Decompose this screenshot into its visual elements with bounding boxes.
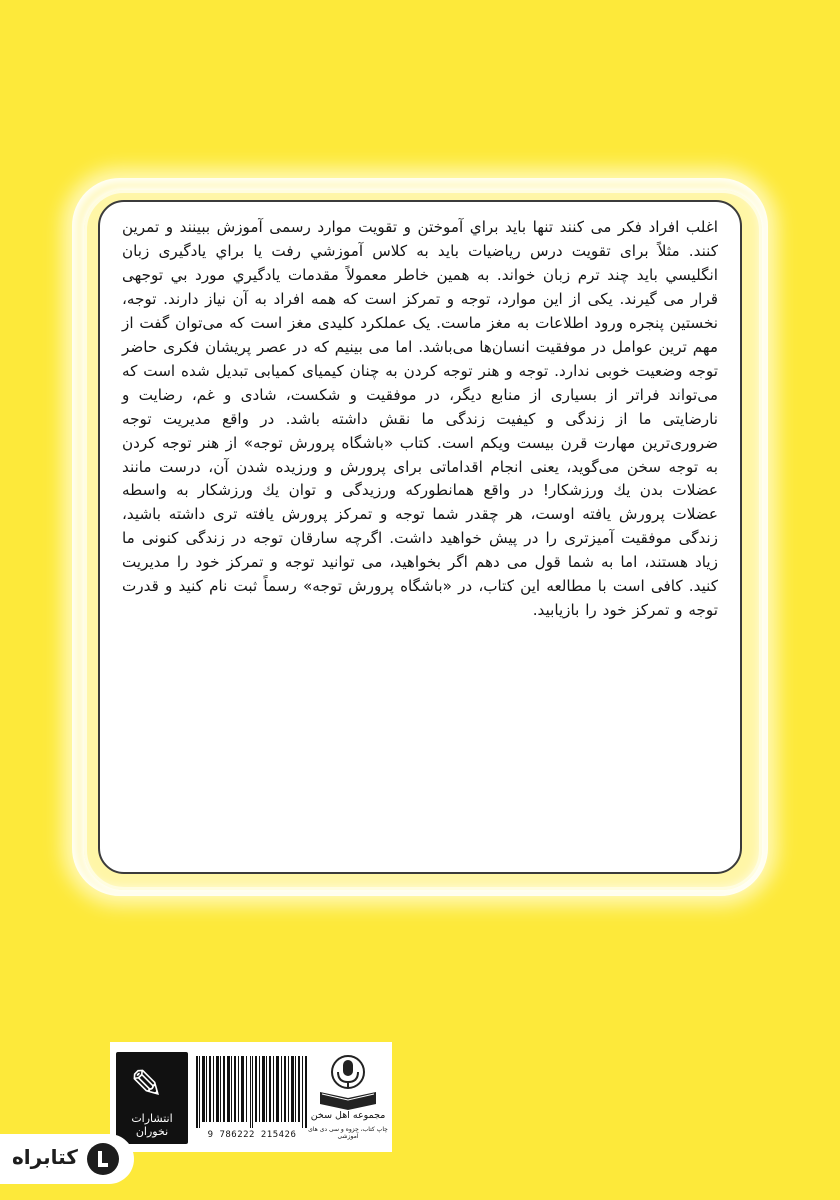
store-logo-icon bbox=[86, 1142, 120, 1176]
quill-icon: ✎ bbox=[130, 1062, 164, 1108]
publisher-logo bbox=[116, 1052, 188, 1144]
series-subtitle: چاپ کتاب، جزوه و سی دی های آموزشی bbox=[308, 1126, 388, 1140]
microphone-book-icon bbox=[308, 1050, 388, 1110]
barcode-box bbox=[110, 1042, 392, 1152]
store-badge[interactable] bbox=[0, 1134, 134, 1184]
barcode-number: 9 786222 215426 bbox=[207, 1130, 297, 1140]
publisher-name: انتشارات نخوران bbox=[131, 1112, 173, 1138]
store-name: کتابراه bbox=[12, 1145, 78, 1169]
description-panel bbox=[98, 200, 742, 874]
back-cover-text: اغلب افراد فکر می کنند تنها باید براي آموختن و تقویت موارد رسمی آموزش ببینند و تمرین کنند. مثلاً برای تقویت درس ریاضیات باید به کلاس آموزشي رفت یا براي یادگیری زبان انگلیسي باید چند ترم زبان خواند. به همین خاطر معمولاً مقدمات یادگیري مورد بي توجهی قرار می گیرند. یکی از این موارد، توجه و تمرکز است که همه افراد به آن نیاز دارند. توجه، نخستین پنجره ورود اطلاعات به مغز ماست. یک عملکرد کلیدی مغز است که می‌توان گفت از مهم ترین عوامل در موفقیت انسان‌ها می‌باشد. اما می بینیم که در عصر پریشان فکری حاضر توجه وضعیت خوبی ندارد. توجه و هنر توجه کردن به چنان کیمیای کمیابی تبدیل شده است که می‌تواند فراتر از بسیاری از منابع دیگر، در موفقیت و شکست، شادی و غم، رضایت و نارضایتی ما از زندگی و کیفیت زندگی ما نقش داشته باشد. در واقع مدیریت توجه ضروری‌ترین مهارت قرن بیست ویکم است. کتاب «باشگاه پرورش توجه» از هنر توجه کردن به توجه سخن می‌گوید، یعنی انجام اقداماتی برای پرورش و ورزیده شدن آن، درست مانند عضلات بدن یك ورزشکار! در واقع همانطورکه ورزیدگی و توان یك ورزشکار به واسطه عضلات پرورش یافته اوست، هر چقدر شما توجه و تمرکز پرورش یافته تری داشته باشید، زندگی موفقیت آمیزتری را در پیش خواهید داشت. اگرچه سارقان توجه در زندگی کنونی ما زیاد هستند، اما به شما قول می دهم اگر بخواهید، می توانید توجه و تمرکز خود را مدیریت کنید. کافی است با مطالعه این کتاب، در «باشگاه پرورش توجه» رسماً ثبت نام کنید و قدرت توجه و تمرکز خود را بازیابید. bbox=[122, 218, 718, 620]
series-name: مجموعه اهل سخن bbox=[310, 1110, 386, 1121]
series-logo bbox=[308, 1050, 388, 1146]
barcode bbox=[196, 1056, 308, 1128]
